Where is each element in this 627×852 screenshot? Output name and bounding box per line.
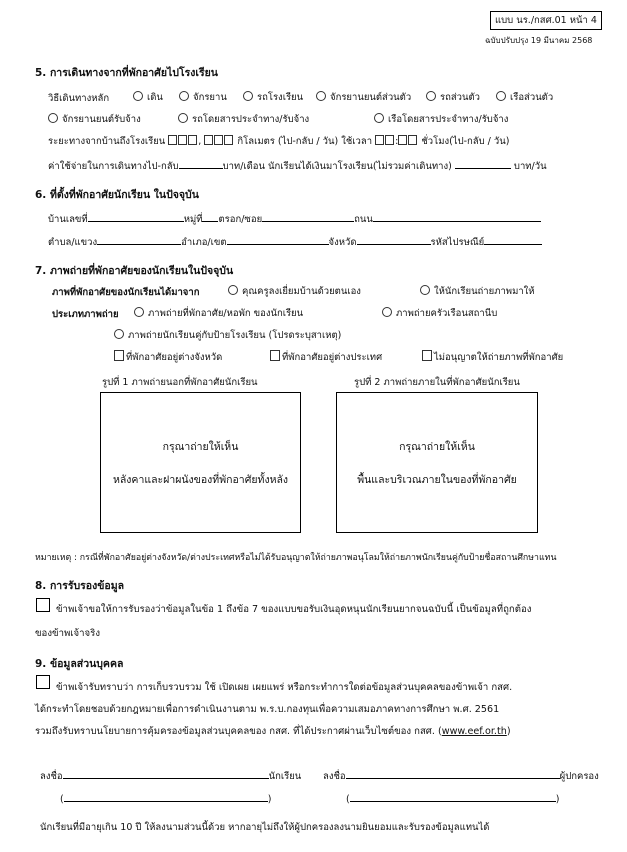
form-number: แบบ นร./กสศ.01 หน้า 4 bbox=[490, 11, 602, 30]
photo-note: หมายเหตุ : กรณีที่พักอาศัยอยู่ต่างจังหวัด/ต่างประเทศหรือไม่ได้รับอนุญาตให้ถ่ายภาพอนุโลมให้ถ่ายภาพนักเรียนคู่กับป้ายชื่อสถานศึกษาแทน bbox=[35, 553, 557, 563]
distance-row: ระยะทางจากบ้านถึงโรงเรียน , กิโลเมตร (ไป-กลับ / วัน) ใช้เวลา : ชั่วโมง(ไป-กลับ / วัน) bbox=[48, 136, 510, 147]
radio-icon[interactable] bbox=[374, 113, 384, 123]
radio-icon[interactable] bbox=[496, 91, 506, 101]
photo1-instruction: กรุณาถ่ายให้เห็น bbox=[162, 440, 239, 453]
digit-box[interactable] bbox=[214, 135, 223, 145]
radio-icon[interactable] bbox=[420, 285, 430, 295]
certify-checkbox[interactable] bbox=[36, 598, 50, 615]
radio-icon[interactable] bbox=[243, 91, 253, 101]
digit-box[interactable] bbox=[408, 135, 417, 145]
opt-dwelling-photo[interactable]: ภาพถ่ายที่พักอาศัย/หอพัก ของนักเรียน bbox=[134, 306, 303, 321]
opt-own-motorcycle[interactable]: จักรยานยนต์ส่วนตัว bbox=[316, 90, 411, 105]
province-field[interactable] bbox=[357, 234, 431, 245]
radio-icon[interactable] bbox=[114, 329, 124, 339]
digit-box[interactable] bbox=[204, 135, 213, 145]
edition-date: ฉบับปรับปรุง 19 มีนาคม 2568 bbox=[485, 36, 593, 45]
guardian-name-field[interactable] bbox=[350, 791, 556, 802]
photo1-detail: หลังคาและฝาผนังของที่พักอาศัยทั้งหลัง bbox=[112, 473, 289, 486]
consent-line2: ได้กระทำโดยชอบด้วยกฎหมายเพื่อการดำเนินงานตาม พ.ร.บ.กองทุนเพื่อความเสมอภาคทางการศึกษา พ.ศ. 2561 bbox=[35, 704, 500, 715]
certify-line2: ของข้าพเจ้าจริง bbox=[35, 628, 101, 639]
section6-title: 6. ที่ตั้งที่พักอาศัยนักเรียน ในปัจจุบัน bbox=[35, 189, 199, 201]
soi-field[interactable] bbox=[262, 211, 354, 222]
opt-student-photo[interactable]: ให้นักเรียนถ่ายภาพมาให้ bbox=[420, 284, 535, 299]
student-sign-row: ลงชื่อ นักเรียน bbox=[40, 768, 301, 784]
guardian-sign-row: ลงชื่อ ผู้ปกครอง bbox=[323, 768, 599, 784]
reason-other-province[interactable]: ที่พักอาศัยอยู่ต่างจังหวัด bbox=[114, 350, 222, 365]
subdistrict-field[interactable] bbox=[97, 234, 181, 245]
radio-icon[interactable] bbox=[426, 91, 436, 101]
digit-box[interactable] bbox=[188, 135, 197, 145]
section9-title: 9. ข้อมูลส่วนบุคคล bbox=[35, 658, 124, 670]
radio-icon[interactable] bbox=[134, 307, 144, 317]
checkbox-icon[interactable] bbox=[422, 350, 432, 361]
section7-title: 7. ภาพถ่ายที่พักอาศัยของนักเรียนในปัจจุบัน bbox=[35, 265, 234, 277]
checkbox-icon[interactable] bbox=[114, 350, 124, 361]
radio-icon[interactable] bbox=[179, 91, 189, 101]
consent-line1: ข้าพเจ้ารับทราบว่า การเก็บรวบรวม ใช้ เปิดเผย เผยแพร่ หรือกระทำการใดต่อข้อมูลส่วนบุคคลของข้าพเจ้า กสศ. bbox=[56, 682, 513, 693]
digit-box[interactable] bbox=[385, 135, 394, 145]
age-footnote: นักเรียนที่มีอายุเกิน 10 ปี ให้ลงนามส่วนนี้ด้วย หากอายุไม่ถึงให้ผู้ปกครองลงนามยินยอมและรับรองข้อมูลแทนได้ bbox=[40, 822, 490, 833]
radio-icon[interactable] bbox=[178, 113, 188, 123]
radio-icon[interactable] bbox=[382, 307, 392, 317]
opt-public-boat[interactable]: เรือโดยสารประจำทาง/รับจ้าง bbox=[374, 112, 508, 127]
student-signature-field[interactable] bbox=[63, 768, 269, 779]
eef-website-link[interactable]: www.eef.or.th bbox=[441, 726, 507, 737]
address-row-2: ตำบล/แขวง อำเภอ/เขต จังหวัด รหัสไปรษณีย์ bbox=[48, 234, 542, 250]
reason-abroad[interactable]: ที่พักอาศัยอยู่ต่างประเทศ bbox=[270, 350, 382, 365]
road-field[interactable] bbox=[373, 211, 541, 222]
money-field[interactable] bbox=[455, 158, 511, 169]
radio-icon[interactable] bbox=[228, 285, 238, 295]
postcode-field[interactable] bbox=[484, 234, 542, 245]
reason-not-allowed[interactable]: ไม่อนุญาตให้ถ่ายภาพที่พักอาศัย bbox=[422, 350, 563, 365]
digit-box[interactable] bbox=[398, 135, 407, 145]
radio-icon[interactable] bbox=[316, 91, 326, 101]
opt-walk[interactable]: เดิน bbox=[133, 90, 163, 105]
house-no-field[interactable] bbox=[88, 211, 184, 222]
digit-box[interactable] bbox=[375, 135, 384, 145]
photo2-detail: พื้นและบริเวณภายในของที่พักอาศัย bbox=[357, 473, 517, 486]
digit-box[interactable] bbox=[168, 135, 177, 145]
section5-title: 5. การเดินทางจากที่พักอาศัยไปโรงเรียน bbox=[35, 67, 218, 79]
opt-school-sign-photo[interactable]: ภาพถ่ายนักเรียนคู่กับป้ายโรงเรียน (โปรดระบุสาเหตุ) bbox=[114, 328, 341, 343]
photo2-caption: รูปที่ 2 ภาพถ่ายภายในที่พักอาศัยนักเรียน bbox=[354, 377, 520, 388]
main-method-label: วิธีเดินทางหลัก bbox=[48, 93, 110, 104]
consent-line3: รวมถึงรับทราบนโยบายการคุ้มครองข้อมูลส่วนบุคคลของ กสศ. ที่ได้ประกาศผ่านเว็บไซต์ของ กสศ. (www.eef.or.th) bbox=[35, 726, 511, 737]
photo-source-label: ภาพที่พักอาศัยของนักเรียนได้มาจาก bbox=[52, 287, 200, 298]
photo2-instruction: กรุณาถ่ายให้เห็น bbox=[399, 440, 475, 453]
digit-box[interactable] bbox=[178, 135, 187, 145]
photo-type-label: ประเภทภาพถ่าย bbox=[52, 309, 119, 320]
checkbox-icon[interactable] bbox=[36, 675, 50, 689]
digit-box[interactable] bbox=[224, 135, 233, 145]
district-field[interactable] bbox=[227, 234, 329, 245]
opt-teacher-visit[interactable]: คุณครูลงเยี่ยมบ้านด้วยตนเอง bbox=[228, 284, 361, 299]
photo2-box[interactable] bbox=[336, 392, 538, 533]
moo-field[interactable] bbox=[202, 211, 218, 222]
photo1-caption: รูปที่ 1 ภาพถ่ายนอกที่พักอาศัยนักเรียน bbox=[102, 377, 258, 388]
opt-own-car[interactable]: รถส่วนตัว bbox=[426, 90, 480, 105]
student-name-row: ( ) bbox=[60, 791, 271, 805]
guardian-signature-field[interactable] bbox=[346, 768, 560, 779]
photo1-box[interactable] bbox=[100, 392, 301, 533]
student-name-field[interactable] bbox=[64, 791, 268, 802]
radio-icon[interactable] bbox=[133, 91, 143, 101]
opt-household-photo[interactable]: ภาพถ่ายครัวเรือนสถานีบ bbox=[382, 306, 497, 321]
cost-row: ค่าใช้จ่ายในการเดินทางไป-กลับ บาท/เดือน นักเรียนได้เงินมาโรงเรียน(ไม่รวมค่าเดินทาง) บาท/วัน bbox=[48, 158, 547, 174]
checkbox-icon[interactable] bbox=[36, 598, 50, 612]
certify-line1: ข้าพเจ้าขอให้การรับรองว่าข้อมูลในข้อ 1 ถึงข้อ 7 ของแบบขอรับเงินอุดหนุนนักเรียนยากจนฉบับนี้ เป็นข้อมูลที่ถูกต้อง bbox=[56, 604, 532, 615]
opt-own-boat[interactable]: เรือส่วนตัว bbox=[496, 90, 553, 105]
radio-icon[interactable] bbox=[48, 113, 58, 123]
section8-title: 8. การรับรองข้อมูล bbox=[35, 580, 125, 592]
opt-public-bus[interactable]: รถโดยสารประจำทาง/รับจ้าง bbox=[178, 112, 309, 127]
opt-bicycle[interactable]: จักรยาน bbox=[179, 90, 227, 105]
opt-school-bus[interactable]: รถโรงเรียน bbox=[243, 90, 303, 105]
address-row-1: บ้านเลขที่ หมู่ที่ ตรอก/ซอย ถนน bbox=[48, 211, 541, 227]
guardian-name-row: ( ) bbox=[346, 791, 559, 805]
cost-field[interactable] bbox=[179, 158, 223, 169]
opt-motorcycle-taxi[interactable]: จักรยานยนต์รับจ้าง bbox=[48, 112, 141, 127]
consent-checkbox[interactable] bbox=[36, 675, 50, 692]
checkbox-icon[interactable] bbox=[270, 350, 280, 361]
